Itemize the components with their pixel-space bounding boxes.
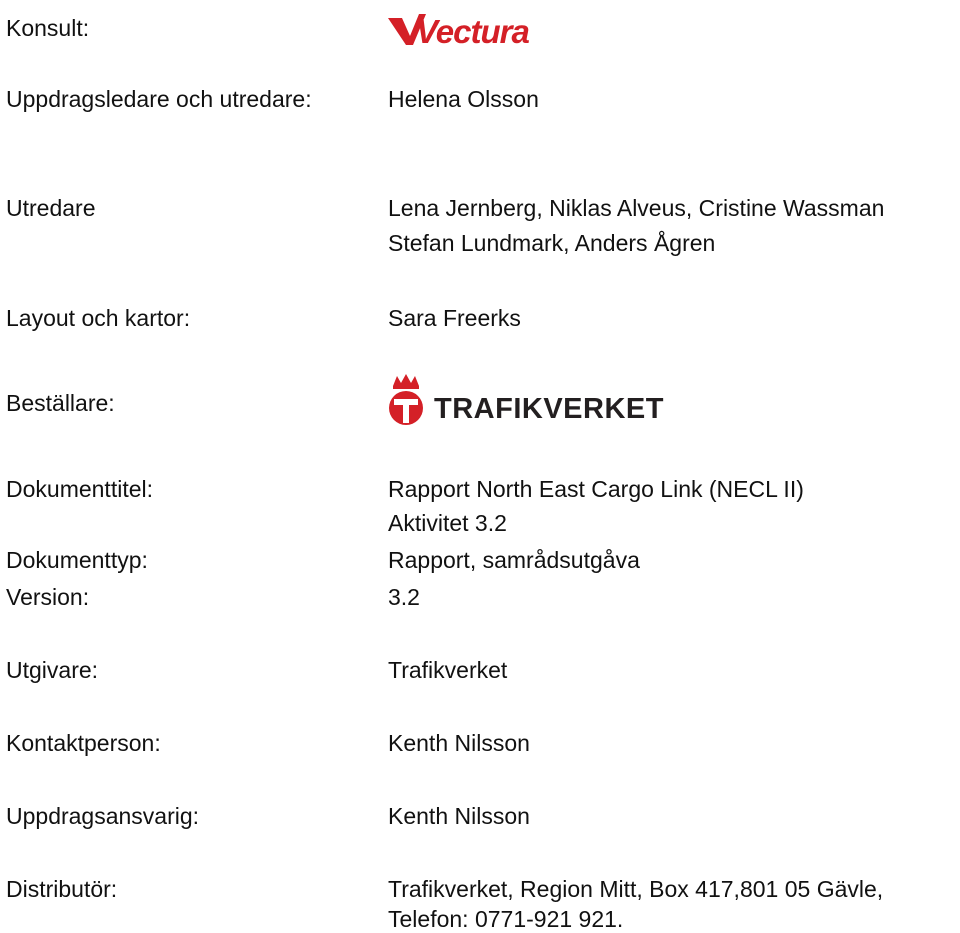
document-type-label: Dokumenttyp: [6, 547, 148, 573]
project-lead-label: Uppdragsledare och utredare: [6, 86, 312, 112]
version-value: 3.2 [388, 584, 420, 610]
distributor-line1: Trafikverket, Region Mitt, Box 417,801 05 Gävle, [388, 876, 884, 902]
contact-label: Kontaktperson: [6, 730, 161, 756]
responsible-label: Uppdragsansvarig: [6, 803, 200, 829]
publisher-label: Utgivare: [6, 657, 99, 683]
contact-value: Kenth Nilsson [388, 730, 530, 756]
responsible-value: Kenth Nilsson [388, 803, 530, 829]
document-title-label: Dokumenttitel: [6, 476, 154, 502]
version-label: Version: [6, 584, 90, 610]
project-lead-value: Helena Olsson [388, 86, 539, 112]
consultant-label: Konsult: [6, 15, 90, 41]
investigators-label: Utredare [6, 195, 96, 221]
investigators-line1: Lena Jernberg, Niklas Alveus, Cristine Wassman [388, 195, 885, 221]
trafikverket-crest-icon [389, 374, 423, 425]
trafikverket-logo [386, 372, 668, 430]
client-label: Beställare: [6, 390, 115, 416]
layout-label: Layout och kartor: [6, 305, 191, 331]
vectura-logo-text: Vectura [416, 13, 529, 48]
publisher-value: Trafikverket [388, 657, 508, 683]
distributor-label: Distributör: [6, 876, 118, 902]
distributor-line2: Telefon: 0771-921 921. [388, 906, 624, 932]
investigators-line2: Stefan Lundmark, Anders Ågren [388, 230, 716, 256]
vectura-logo [386, 8, 554, 48]
layout-value: Sara Freerks [388, 305, 521, 331]
document-title-line1: Rapport North East Cargo Link (NECL II) [388, 476, 804, 502]
document-type-value: Rapport, samrådsutgåva [388, 547, 640, 573]
trafikverket-logo-text: TRAFIKVERKET [434, 393, 664, 425]
document-title-line2: Aktivitet 3.2 [388, 510, 507, 536]
